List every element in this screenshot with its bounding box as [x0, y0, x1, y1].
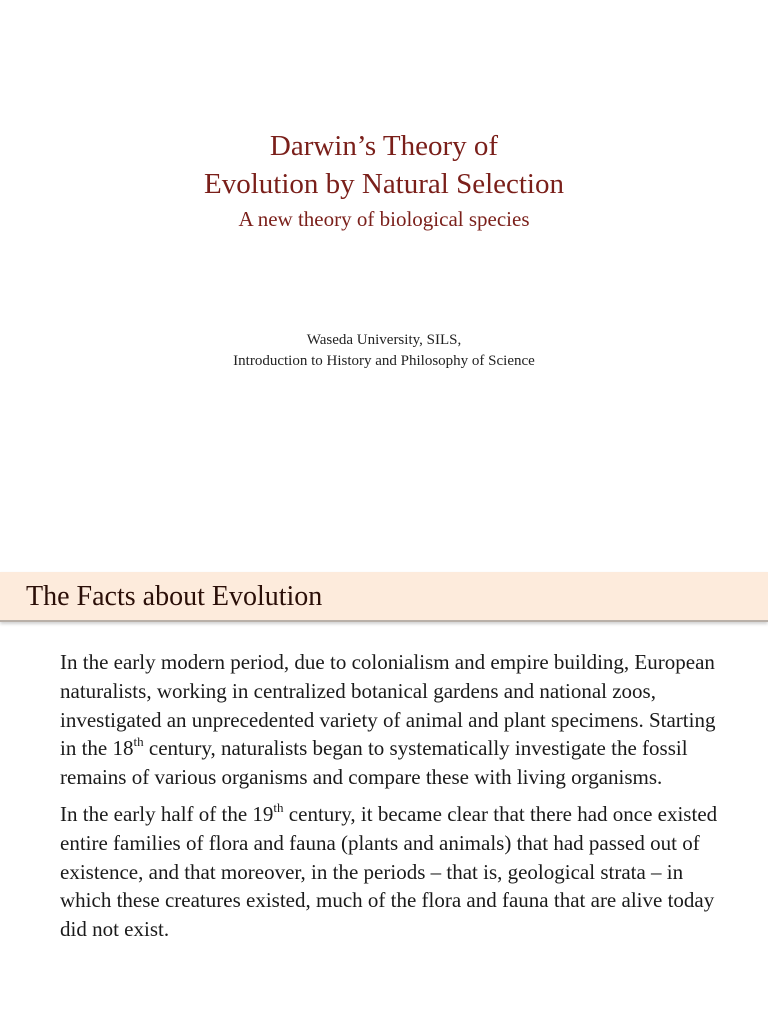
paragraph-1-text-a: In the early modern period, due to colonialism and empire building, European naturalists, working in centralized botanical gardens and national zoos, investigated an unprecedented variety of animal and plant specimens. Starting in the 18 [60, 650, 716, 761]
affiliation-block [0, 330, 768, 372]
content-slide [0, 572, 768, 1024]
affiliation-line-2: Introduction to History and Philosophy of Science [233, 353, 535, 369]
affiliation-line-1: Waseda University, SILS, [306, 332, 462, 348]
paragraph-2 [60, 800, 720, 944]
slide-header [0, 572, 768, 622]
slide-heading: The Facts about Evolution [26, 581, 323, 612]
title-line-2: Evolution by Natural Selection [203, 168, 564, 200]
title-line-1: Darwin’s Theory of [269, 130, 499, 162]
paragraph-1-text-b: century, naturalists began to systematically investigate the fossil remains of various organisms and compare these with living organisms. [60, 736, 688, 790]
paragraph-2-superscript: th [273, 799, 284, 815]
title-block [0, 127, 768, 233]
slide-body [60, 648, 720, 952]
paragraph-1-superscript: th [133, 734, 144, 750]
paragraph-1 [60, 648, 720, 792]
paragraph-2-text-b: century, it became clear that there had once existed entire families of flora and fauna (plants and animals) that had passed out of existence, and that moreover, in the periods – that is, geological strata – in which these creatures existed, much of the flora and fauna that are alive today did not exist. [60, 801, 718, 942]
paragraph-2-text-a: In the early half of the 19 [60, 801, 274, 826]
subtitle: A new theory of biological species [238, 207, 530, 231]
